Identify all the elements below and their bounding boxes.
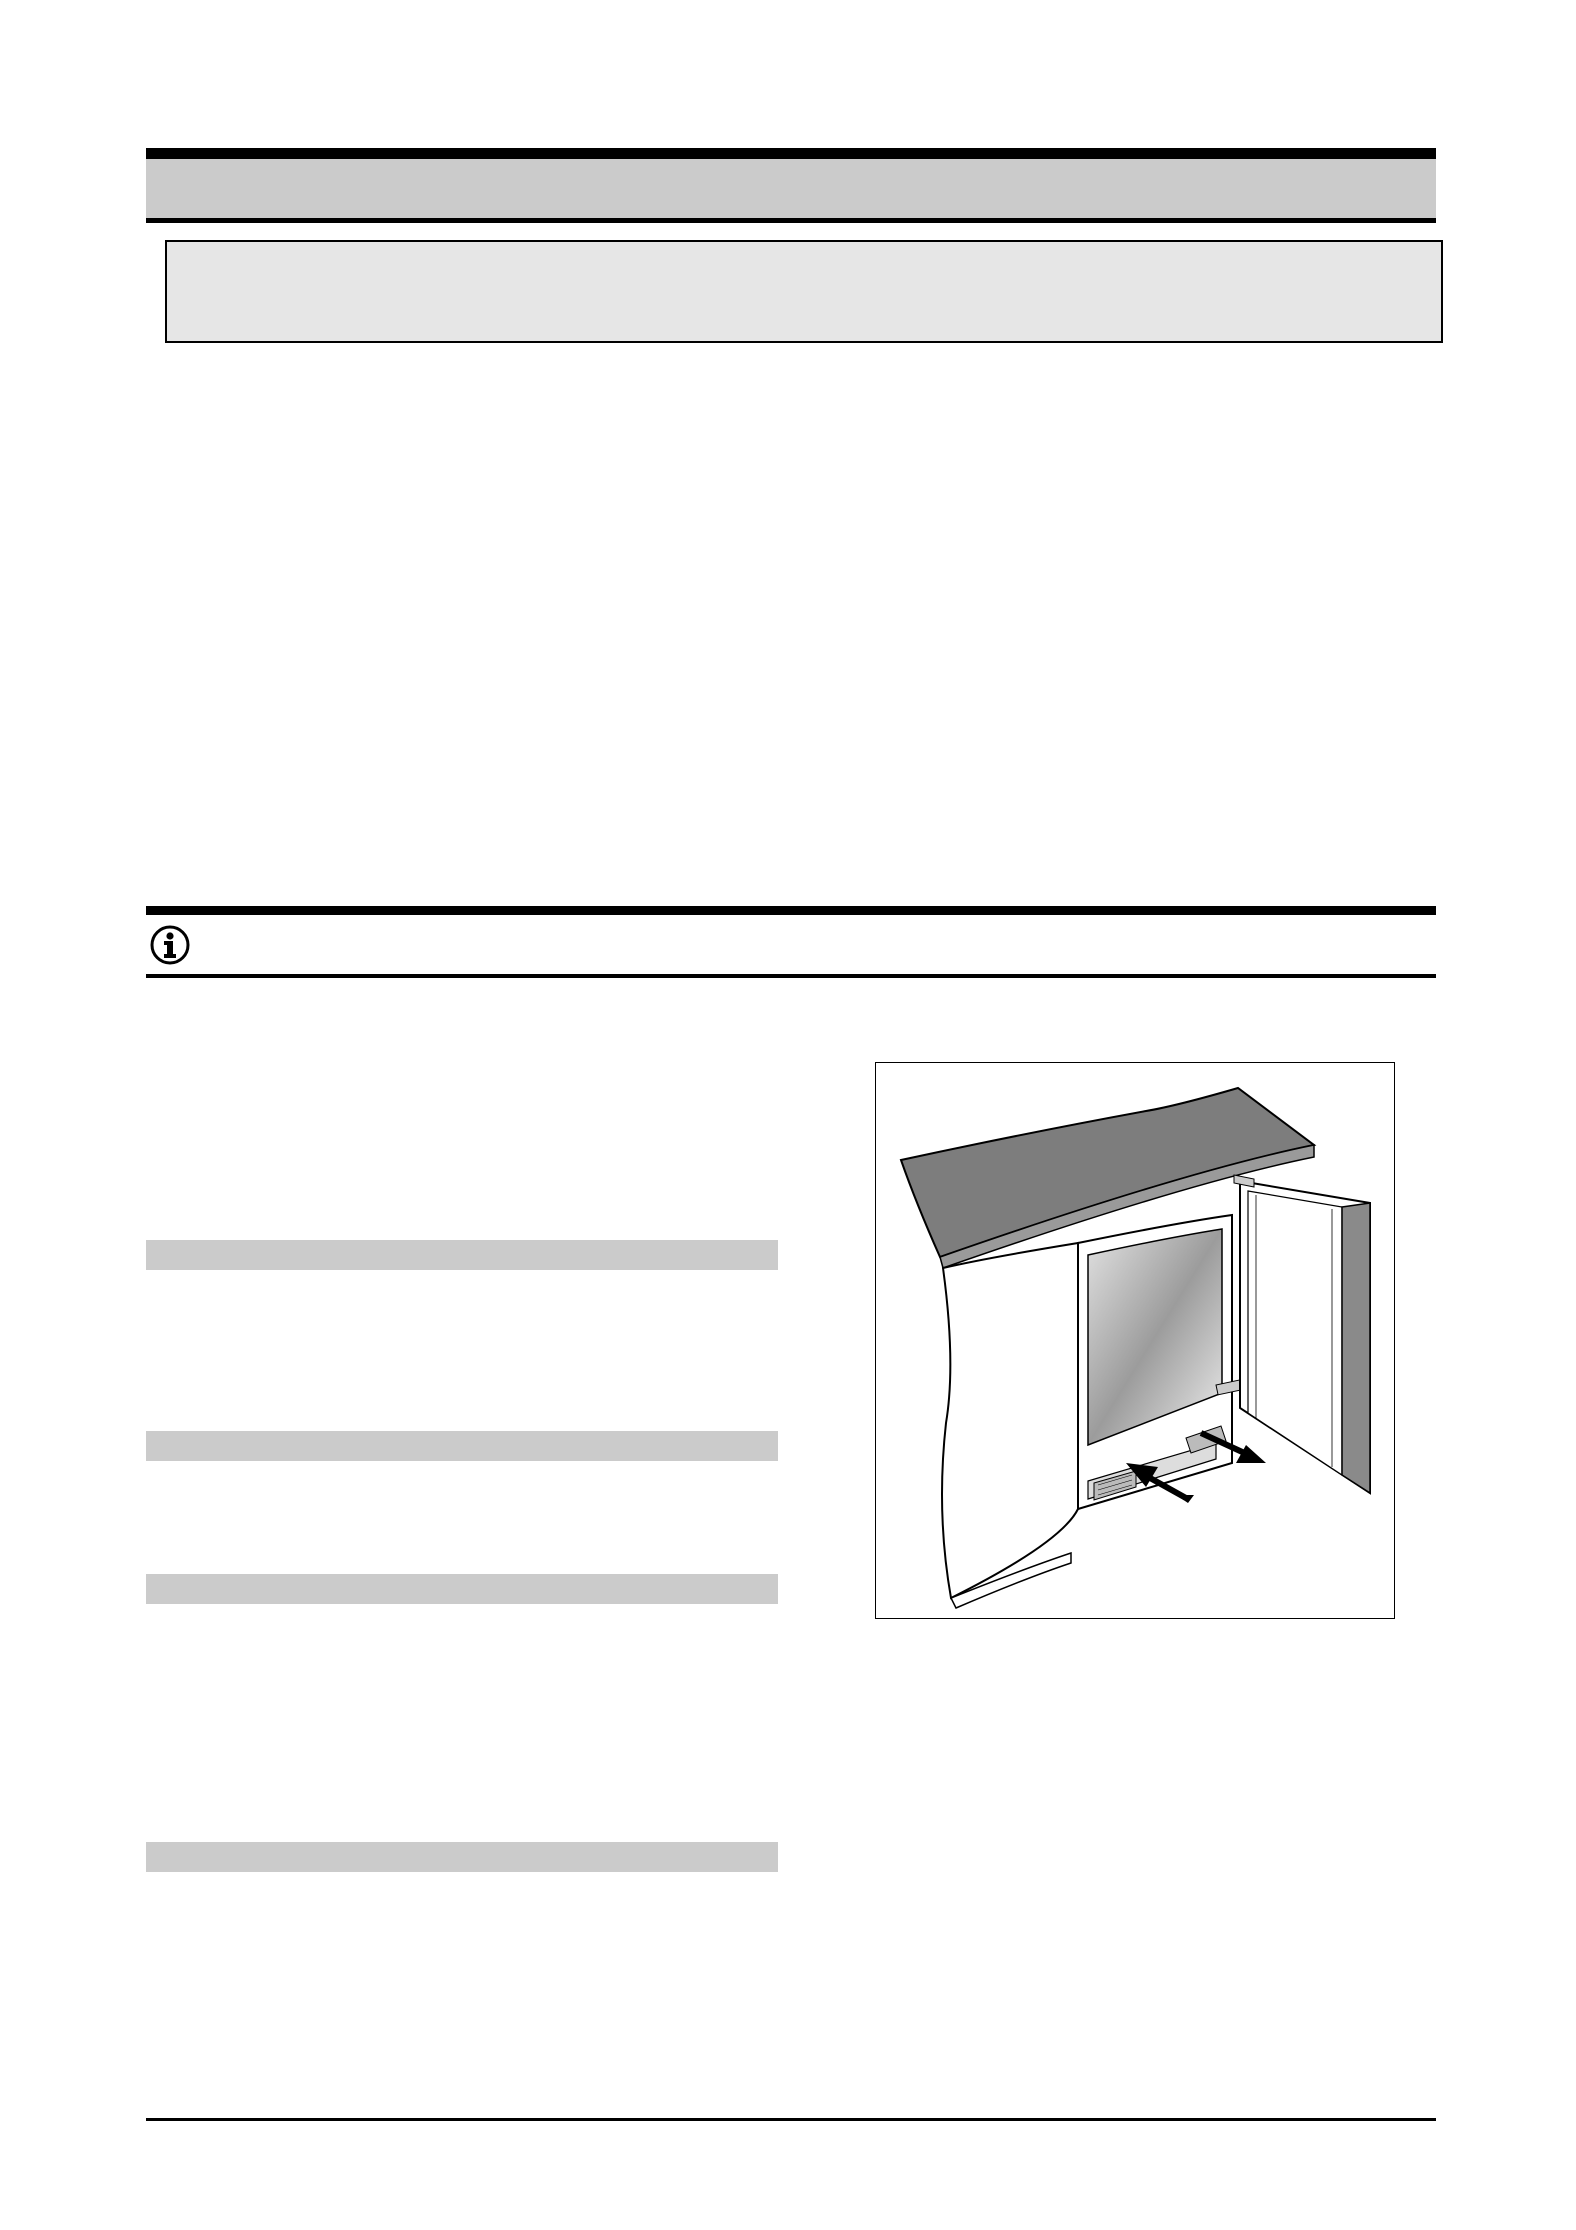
figure-frame (875, 1062, 1395, 1619)
header-box (165, 240, 1443, 343)
subsection-band-4 (146, 1842, 778, 1872)
subsection-band-2 (146, 1431, 778, 1461)
subsection-band-1 (146, 1240, 778, 1270)
info-section-bottom-rule (146, 974, 1436, 978)
subsection-band-3 (146, 1574, 778, 1604)
fridge-illustration (876, 1063, 1393, 1617)
info-icon (150, 925, 190, 965)
info-section-top-rule (146, 906, 1436, 915)
footer-rule (146, 2118, 1436, 2121)
page-header-band (146, 148, 1436, 223)
